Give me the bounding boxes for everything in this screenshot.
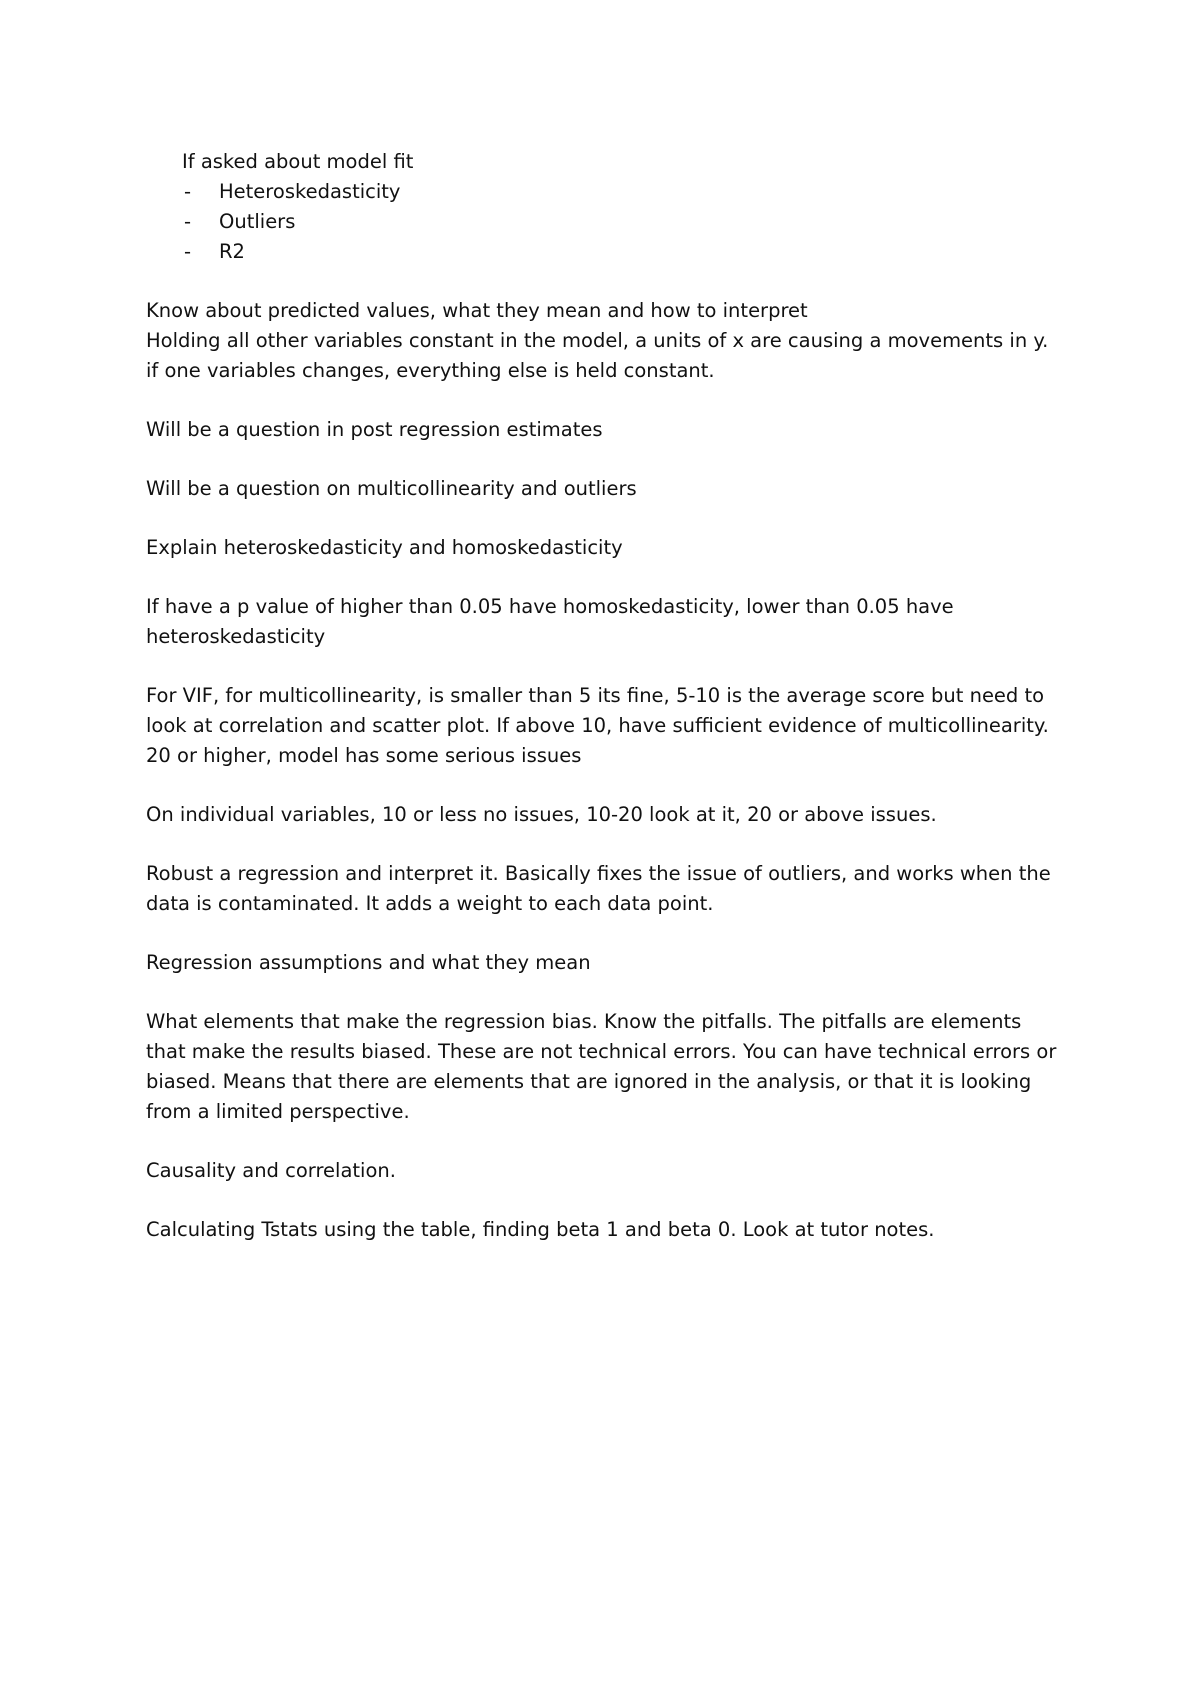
paragraph-robust-regression bbox=[146, 859, 1086, 919]
text-line: Will be a question in post regression estimates bbox=[146, 418, 603, 441]
paragraph-gap bbox=[146, 919, 1086, 948]
text-line: Holding all other variables constant in the model, a units of x are causing a movements in y. bbox=[146, 329, 1049, 352]
text-line: Calculating Tstats using the table, finding beta 1 and beta 0. Look at tutor notes. bbox=[146, 1218, 935, 1241]
paragraph-gap bbox=[146, 652, 1086, 681]
model-fit-list bbox=[146, 177, 1086, 267]
text-line: What elements that make the regression bias. Know the pitfalls. The pitfalls are elements bbox=[146, 1010, 1022, 1033]
text-line: that make the results biased. These are not technical errors. You can have technical errors or bbox=[146, 1040, 1057, 1063]
text-line: Robust a regression and interpret it. Basically fixes the issue of outliers, and works when the bbox=[146, 862, 1051, 885]
paragraph-multicollinearity-question bbox=[146, 474, 1086, 504]
paragraph-gap bbox=[146, 771, 1086, 800]
paragraph-causality bbox=[146, 1156, 1086, 1186]
text-line: if one variables changes, everything else is held constant. bbox=[146, 359, 715, 382]
paragraph-tstats bbox=[146, 1215, 1086, 1245]
text-line: from a limited perspective. bbox=[146, 1100, 410, 1123]
model-fit-heading: If asked about model fit bbox=[182, 150, 414, 173]
paragraph-predicted-values bbox=[146, 296, 1086, 386]
paragraph-regression-assumptions bbox=[146, 948, 1086, 978]
list-item-text: Outliers bbox=[219, 210, 296, 233]
text-line: 20 or higher, model has some serious issues bbox=[146, 744, 582, 767]
paragraph-gap bbox=[146, 267, 1086, 296]
dash-bullet: - bbox=[184, 240, 192, 263]
paragraph-gap bbox=[146, 1186, 1086, 1215]
dash-bullet: - bbox=[184, 180, 192, 203]
paragraph-p-value bbox=[146, 592, 1086, 652]
list-item bbox=[146, 237, 1086, 267]
text-line: data is contaminated. It adds a weight to each data point. bbox=[146, 892, 714, 915]
paragraph-post-regression bbox=[146, 415, 1086, 445]
text-line: For VIF, for multicollinearity, is smaller than 5 its fine, 5-10 is the average score but need to bbox=[146, 684, 1045, 707]
paragraph-gap bbox=[146, 445, 1086, 474]
text-line: Explain heteroskedasticity and homoskedasticity bbox=[146, 536, 623, 559]
text-line: Will be a question on multicollinearity and outliers bbox=[146, 477, 637, 500]
text-line: Causality and correlation. bbox=[146, 1159, 396, 1182]
paragraph-gap bbox=[146, 1127, 1086, 1156]
text-line: Regression assumptions and what they mean bbox=[146, 951, 591, 974]
list-item bbox=[146, 207, 1086, 237]
list-item bbox=[146, 177, 1086, 207]
paragraph-gap bbox=[146, 978, 1086, 1007]
paragraph-gap bbox=[146, 504, 1086, 533]
paragraph-gap bbox=[146, 830, 1086, 859]
paragraph-vif bbox=[146, 681, 1086, 771]
text-line: heteroskedasticity bbox=[146, 625, 326, 648]
document-content bbox=[146, 147, 1086, 1245]
list-item-text: R2 bbox=[219, 240, 245, 263]
paragraph-gap bbox=[146, 386, 1086, 415]
paragraph-explain-heteroskedasticity bbox=[146, 533, 1086, 563]
paragraph-individual-variables bbox=[146, 800, 1086, 830]
paragraph-gap bbox=[146, 563, 1086, 592]
paragraph-regression-bias bbox=[146, 1007, 1086, 1127]
text-line: Know about predicted values, what they mean and how to interpret bbox=[146, 299, 808, 322]
text-line: look at correlation and scatter plot. If above 10, have sufficient evidence of multicollinearity. bbox=[146, 714, 1049, 737]
text-line: On individual variables, 10 or less no issues, 10-20 look at it, 20 or above issues. bbox=[146, 803, 937, 826]
dash-bullet: - bbox=[184, 210, 192, 233]
list-item-text: Heteroskedasticity bbox=[219, 180, 401, 203]
text-line: If have a p value of higher than 0.05 have homoskedasticity, lower than 0.05 have bbox=[146, 595, 954, 618]
text-line: biased. Means that there are elements that are ignored in the analysis, or that it is looking bbox=[146, 1070, 1032, 1093]
